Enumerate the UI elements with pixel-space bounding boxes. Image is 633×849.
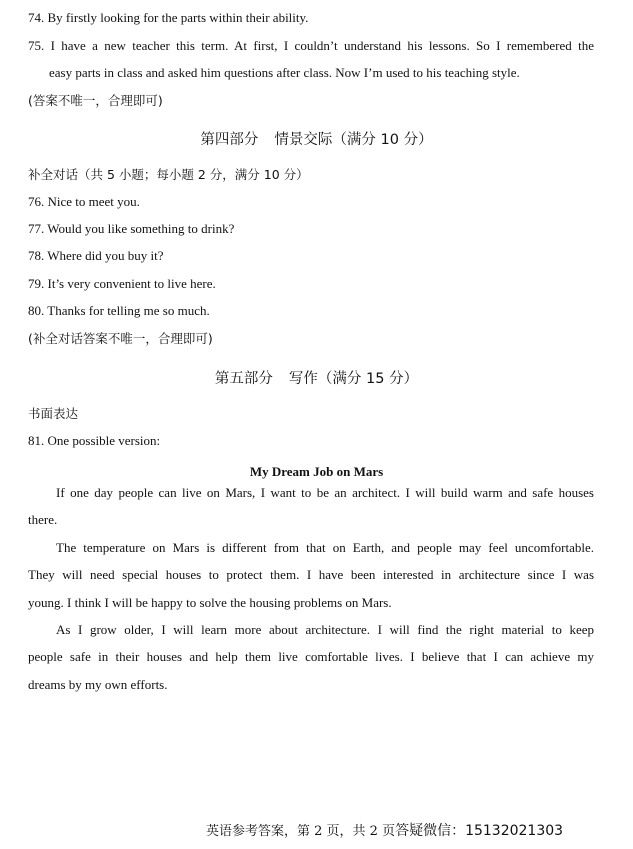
item-81: 81. One possible version: bbox=[28, 433, 161, 448]
essay-line: there. bbox=[28, 512, 58, 527]
essay-line: The temperature on Mars is different from that on Earth, and people may feel uncomfortable. bbox=[56, 540, 594, 555]
essay-line: If one day people can live on Mars, I want to be an architect. I will build warm and safe houses bbox=[56, 485, 594, 500]
part-5-title: 写作（满分 15 分） bbox=[288, 371, 419, 387]
answer-76: 76. Nice to meet you. bbox=[28, 194, 140, 209]
part-5-subheading: 书面表达 bbox=[28, 406, 79, 421]
footer-page-info: 英语参考答案，第 2 页，共 2 页 bbox=[206, 824, 396, 839]
footer-contact: 答疑微信：15132021303 bbox=[395, 823, 564, 839]
page-footer bbox=[206, 820, 563, 840]
answer-79: 79. It’s very convenient to live here. bbox=[28, 276, 216, 291]
answer-78: 78. Where did you buy it? bbox=[28, 248, 164, 263]
answer-80: 80. Thanks for telling me so much. bbox=[28, 303, 210, 318]
part-5-heading bbox=[0, 370, 633, 388]
part-4-title: 情景交际（满分 10 分） bbox=[274, 132, 433, 148]
part-4-label: 第四部分 bbox=[200, 132, 259, 148]
answer-77: 77. Would you like something to drink? bbox=[28, 221, 235, 236]
answer-note: (答案不唯一，合理即可) bbox=[28, 93, 163, 108]
answer-74: 74. By firstly looking for the parts within their ability. bbox=[28, 10, 309, 25]
essay-line: They will need special houses to protect them. I have been interested in architecture since I was bbox=[28, 567, 594, 582]
essay-line: As I grow older, I will learn more about architecture. I will find the right material to keep bbox=[56, 622, 594, 637]
part-4-note: (补全对话答案不唯一，合理即可) bbox=[28, 331, 213, 346]
part-5-label: 第五部分 bbox=[214, 371, 273, 387]
essay-line: young. I think I will be happy to solve the housing problems on Mars. bbox=[28, 595, 392, 610]
answer-75-line-1: 75. I have a new teacher this term. At first, I couldn’t understand his lessons. So I remembered the bbox=[28, 38, 594, 53]
essay-line: dreams by my own efforts. bbox=[28, 677, 168, 692]
answer-75-line-2: easy parts in class and asked him questions after class. Now I’m used to his teaching style. bbox=[49, 65, 520, 80]
part-4-subheading: 补全对话（共 5 小题；每小题 2 分，满分 10 分） bbox=[28, 167, 309, 182]
essay-line: people safe in their houses and help them live comfortable lives. I believe that I can achieve my bbox=[28, 649, 594, 664]
essay-title: My Dream Job on Mars bbox=[249, 464, 384, 479]
part-4-heading bbox=[0, 131, 633, 149]
